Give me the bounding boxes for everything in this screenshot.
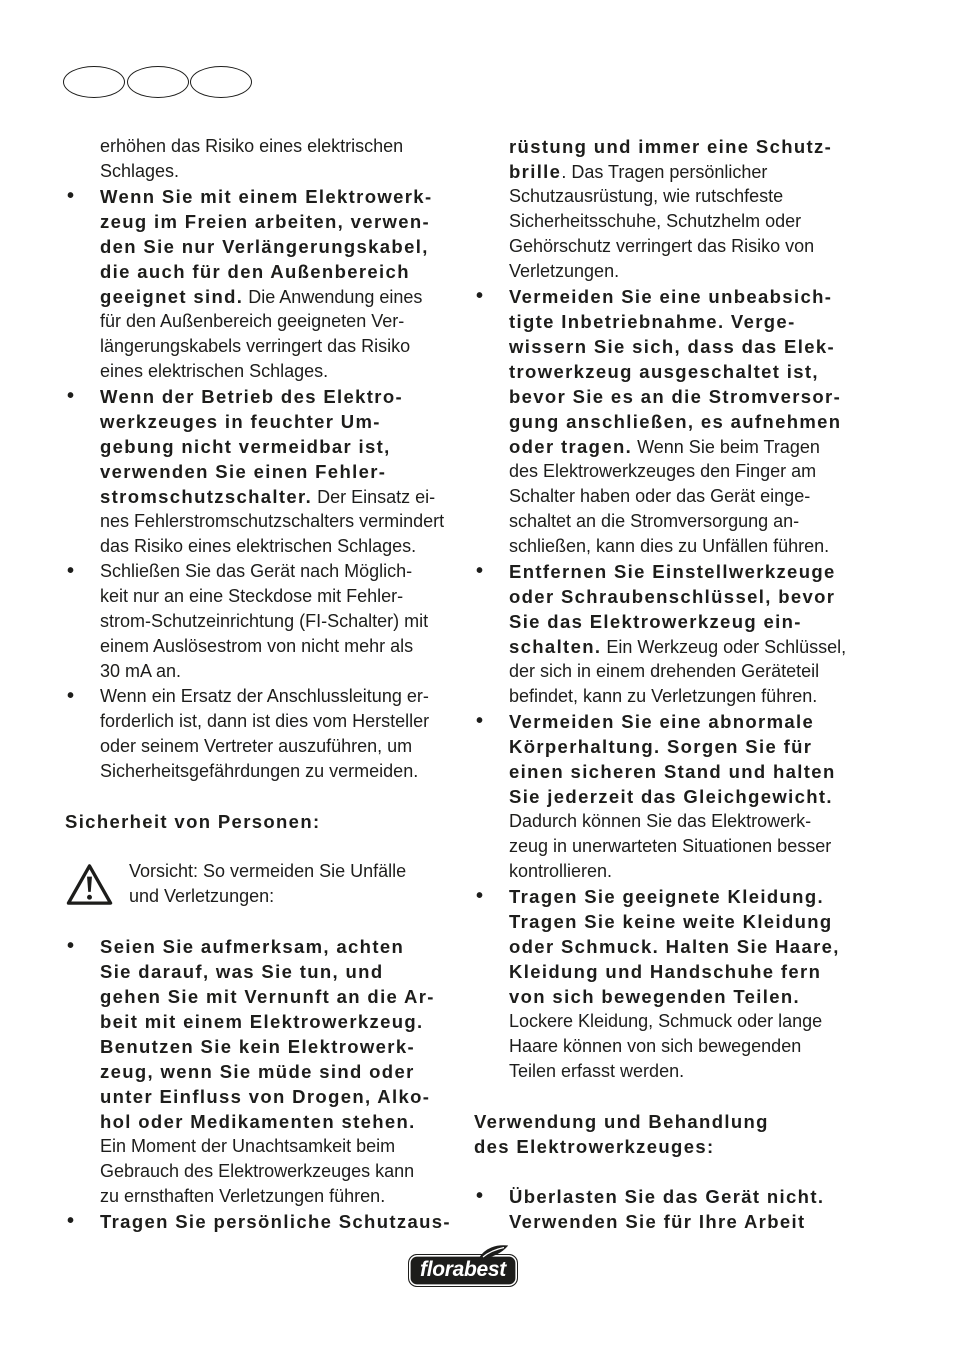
- text-run: Sicherheitsschuhe, Schutzhelm oder: [509, 211, 802, 231]
- bold-text-run: Sie jederzeit das Gleichgewicht.: [509, 786, 833, 807]
- text-line: [100, 384, 460, 409]
- text-line: [100, 259, 460, 284]
- text-line: [509, 484, 874, 509]
- text-run: Vorsicht: So vermeiden Sie Unfälle: [129, 861, 407, 881]
- bold-text-run: Sie darauf, was Sie tun, und: [100, 961, 384, 982]
- text-run: befindet, kann zu Verletzungen führen.: [509, 686, 818, 706]
- bold-text-run: Verwenden Sie für Ihre Arbeit: [509, 1211, 806, 1232]
- bold-text-run: Vermeiden Sie eine abnormale: [509, 711, 815, 732]
- text-line: [509, 284, 874, 309]
- bold-text-run: geeignet sind.: [100, 286, 244, 307]
- section-heading: [65, 809, 460, 834]
- text-run: längerungskabels verringert das Risiko: [100, 336, 411, 356]
- bullet-marker: •: [476, 885, 484, 907]
- text-run: Schließen Sie das Gerät nach Möglich-: [100, 561, 413, 581]
- text-line: [509, 659, 874, 684]
- text-line: [100, 434, 460, 459]
- text-line: [100, 284, 460, 309]
- bold-text-run: den Sie nur Verlängerungskabel,: [100, 236, 429, 257]
- country-code-oval: [63, 66, 125, 98]
- text-line: [509, 734, 874, 759]
- bold-text-run: brille: [509, 161, 562, 182]
- bullet-item: [65, 934, 460, 1209]
- country-code-oval: [127, 66, 189, 98]
- bullet-marker: •: [476, 1185, 484, 1207]
- bullet-item: [474, 1184, 874, 1234]
- text-line: [509, 384, 874, 409]
- bullet-item: [474, 559, 874, 709]
- text-run: schaltet an die Stromversorgung an-: [509, 511, 800, 531]
- text-run: der sich in einem drehenden Geräteteil: [509, 661, 820, 681]
- bullet-item: [65, 559, 460, 684]
- text-line: [509, 584, 874, 609]
- bold-text-run: hol oder Medikamenten stehen.: [100, 1111, 416, 1132]
- florabest-logo: [408, 1254, 518, 1287]
- text-run: forderlich ist, dann ist dies vom Hersteller: [100, 711, 430, 731]
- bold-text-run: Tragen Sie persönliche Schutzaus-: [100, 1211, 451, 1232]
- text-line: [100, 134, 460, 159]
- text-line: [100, 1159, 460, 1184]
- text-run: zeug in unerwarteten Situationen besser: [509, 836, 832, 856]
- text-run: keit nur an eine Steckdose mit Fehler-: [100, 586, 404, 606]
- text-line: [509, 1009, 874, 1034]
- logo-text: florabest: [420, 1258, 506, 1281]
- text-line: [509, 334, 874, 359]
- bold-text-run: Tragen Sie keine weite Kleidung: [509, 911, 833, 932]
- leaf-icon: [477, 1244, 509, 1260]
- text-line: [100, 509, 460, 534]
- text-line: [100, 684, 460, 709]
- text-line: [100, 609, 460, 634]
- bold-text-run: des Elektrowerkzeuges:: [474, 1136, 715, 1157]
- warning-triangle-icon: [66, 862, 113, 907]
- text-run: des Elektrowerkzeuges den Finger am: [509, 461, 817, 481]
- text-line: [509, 134, 874, 159]
- text-line: [100, 484, 460, 509]
- text-line: [509, 934, 874, 959]
- bullet-item: [474, 709, 874, 884]
- text-line: [509, 234, 874, 259]
- bullet-item: [65, 184, 460, 384]
- bold-text-run: Wenn Sie mit einem Elektrowerk-: [100, 186, 433, 207]
- text-run: Wenn ein Ersatz der Anschlussleitung er-: [100, 686, 429, 706]
- text-line: [509, 309, 874, 334]
- text-line: [100, 1034, 460, 1059]
- bold-text-run: gung anschließen, es aufnehmen: [509, 411, 842, 432]
- text-line: [100, 1009, 460, 1034]
- text-line: [100, 759, 460, 784]
- bold-text-run: wissern Sie sich, dass das Elek-: [509, 336, 835, 357]
- bold-text-run: unter Einfluss von Drogen, Alko-: [100, 1086, 431, 1107]
- bold-text-run: bevor Sie es an die Stromversor-: [509, 386, 842, 407]
- bold-text-run: oder Schraubenschlüssel, bevor: [509, 586, 836, 607]
- text-run: Ein Werkzeug oder Schlüssel,: [601, 637, 847, 657]
- text-line: [509, 459, 874, 484]
- text-line: [100, 734, 460, 759]
- text-run: Dadurch können Sie das Elektrowerk-: [509, 811, 812, 831]
- bullet-marker: •: [476, 710, 484, 732]
- text-run: oder seinem Vertreter auszuführen, um: [100, 736, 413, 756]
- text-line: [509, 634, 874, 659]
- bold-text-run: von sich bewegenden Teilen.: [509, 986, 801, 1007]
- text-line: [100, 559, 460, 584]
- bold-text-run: verwenden Sie einen Fehler-: [100, 461, 387, 482]
- left-text-column: [65, 134, 460, 1234]
- text-line: [509, 909, 874, 934]
- text-run: Lockere Kleidung, Schmuck oder lange: [509, 1011, 823, 1031]
- text-line: [100, 1109, 460, 1134]
- text-line: [509, 209, 874, 234]
- text-line: [509, 409, 874, 434]
- bold-text-run: einen sicheren Stand und halten: [509, 761, 836, 782]
- text-line: [509, 1034, 874, 1059]
- text-line: [509, 834, 874, 859]
- text-line: [509, 859, 874, 884]
- text-line: [509, 959, 874, 984]
- text-line: [100, 209, 460, 234]
- continued-paragraph: [65, 134, 460, 184]
- text-run: Gehörschutz verringert das Risiko von: [509, 236, 815, 256]
- bullet-marker: •: [67, 185, 75, 207]
- warning-notice: [65, 859, 460, 909]
- text-line: [509, 784, 874, 809]
- text-run: Schlages.: [100, 161, 180, 181]
- bold-text-run: werkzeuges in feuchter Um-: [100, 411, 381, 432]
- continued-paragraph: [474, 134, 874, 284]
- text-run: erhöhen das Risiko eines elektrischen: [100, 136, 404, 156]
- bold-text-run: Wenn der Betrieb des Elektro-: [100, 386, 404, 407]
- bullet-marker: •: [476, 560, 484, 582]
- bold-text-run: die auch für den Außenbereich: [100, 261, 410, 282]
- text-run: kontrollieren.: [509, 861, 613, 881]
- right-text-column: [474, 134, 874, 1234]
- text-run: Schalter haben oder das Gerät einge-: [509, 486, 811, 506]
- text-run: zu ernsthaften Verletzungen führen.: [100, 1186, 386, 1206]
- bold-text-run: Verwendung und Behandlung: [474, 1111, 769, 1132]
- bold-text-run: Sie das Elektrowerkzeug ein-: [509, 611, 802, 632]
- text-run: Die Anwendung eines: [243, 287, 423, 307]
- bold-text-run: gebung nicht vermeidbar ist,: [100, 436, 391, 457]
- bold-text-run: Benutzen Sie kein Elektrowerk-: [100, 1036, 416, 1057]
- text-line: [509, 434, 874, 459]
- text-line: [65, 809, 460, 834]
- bold-text-run: Vermeiden Sie eine unbeabsich-: [509, 286, 833, 307]
- bullet-item: [65, 1209, 460, 1234]
- text-run: strom-Schutzeinrichtung (FI-Schalter) mit: [100, 611, 429, 631]
- text-line: [100, 984, 460, 1009]
- text-line: [509, 984, 874, 1009]
- text-run: Der Einsatz ei-: [312, 487, 436, 507]
- text-run: nes Fehlerstromschutzschalters vermindert: [100, 511, 445, 531]
- text-line: [100, 1059, 460, 1084]
- text-line: [100, 659, 460, 684]
- text-line: [100, 334, 460, 359]
- text-line: [509, 534, 874, 559]
- bold-text-run: schalten.: [509, 636, 602, 657]
- text-line: [100, 934, 460, 959]
- bold-text-run: gehen Sie mit Vernunft an die Ar-: [100, 986, 435, 1007]
- text-line: [100, 534, 460, 559]
- text-run: Schutzausrüstung, wie rutschfeste: [509, 186, 784, 206]
- bullet-item: [474, 284, 874, 559]
- text-line: [100, 459, 460, 484]
- bold-text-run: beit mit einem Elektrowerkzeug.: [100, 1011, 424, 1032]
- text-run: Verletzungen.: [509, 261, 620, 281]
- text-line: [100, 959, 460, 984]
- text-line: [509, 709, 874, 734]
- bold-text-run: rüstung und immer eine Schutz-: [509, 136, 833, 157]
- text-run: Haare können von sich bewegenden: [509, 1036, 802, 1056]
- bold-text-run: Sicherheit von Personen:: [65, 811, 321, 832]
- bold-text-run: Kleidung und Handschuhe fern: [509, 961, 822, 982]
- bullet-item: [65, 684, 460, 784]
- text-line: [509, 1184, 874, 1209]
- bullet-item: [474, 884, 874, 1084]
- text-line: [509, 759, 874, 784]
- country-code-oval: [190, 66, 252, 98]
- text-line: [509, 559, 874, 584]
- text-line: [509, 1059, 874, 1084]
- text-line: [100, 1184, 460, 1209]
- text-run: Teilen erfasst werden.: [509, 1061, 685, 1081]
- bold-text-run: Überlasten Sie das Gerät nicht.: [509, 1186, 825, 1207]
- text-line: [100, 1084, 460, 1109]
- text-line: [129, 884, 460, 909]
- text-run: Sicherheitsgefährdungen zu vermeiden.: [100, 761, 419, 781]
- text-run: für den Außenbereich geeigneten Ver-: [100, 311, 405, 331]
- text-line: [509, 509, 874, 534]
- text-line: [100, 709, 460, 734]
- bullet-marker: •: [67, 385, 75, 407]
- text-run: 30 mA an.: [100, 661, 182, 681]
- bold-text-run: tigte Inbetriebnahme. Verge-: [509, 311, 796, 332]
- text-run: Ein Moment der Unachtsamkeit beim: [100, 1136, 396, 1156]
- bullet-item: [65, 384, 460, 559]
- bold-text-run: oder Schmuck. Halten Sie Haare,: [509, 936, 840, 957]
- text-line: [100, 234, 460, 259]
- text-line: [100, 1134, 460, 1159]
- bold-text-run: Tragen Sie geeignete Kleidung.: [509, 886, 824, 907]
- bold-text-run: zeug im Freien arbeiten, verwen-: [100, 211, 431, 232]
- text-line: [474, 1134, 874, 1159]
- text-line: [100, 159, 460, 184]
- text-line: [474, 1109, 874, 1134]
- text-line: [100, 1209, 460, 1234]
- text-line: [509, 1209, 874, 1234]
- bold-text-run: stromschutzschalter.: [100, 486, 313, 507]
- text-run: einem Auslösestrom von nicht mehr als: [100, 636, 414, 656]
- section-heading: [474, 1109, 874, 1159]
- text-line: [100, 409, 460, 434]
- text-line: [509, 609, 874, 634]
- text-line: [509, 684, 874, 709]
- text-line: [100, 634, 460, 659]
- text-line: [509, 259, 874, 284]
- bullet-marker: •: [67, 935, 75, 957]
- text-run: . Das Tragen persönlicher: [561, 162, 768, 182]
- bold-text-run: Entfernen Sie Einstellwerkzeuge: [509, 561, 836, 582]
- text-run: und Verletzungen:: [129, 886, 275, 906]
- text-line: [100, 309, 460, 334]
- text-run: eines elektrischen Schlages.: [100, 361, 329, 381]
- text-run: Wenn Sie beim Tragen: [632, 437, 820, 457]
- bold-text-run: trowerkzeug ausgeschaltet ist,: [509, 361, 819, 382]
- bullet-marker: •: [476, 285, 484, 307]
- text-run: schließen, kann dies zu Unfällen führen.: [509, 536, 830, 556]
- text-line: [509, 159, 874, 184]
- text-line: [100, 359, 460, 384]
- bold-text-run: oder tragen.: [509, 436, 633, 457]
- bold-text-run: Körperhaltung. Sorgen Sie für: [509, 736, 813, 757]
- text-run: Gebrauch des Elektrowerkzeuges kann: [100, 1161, 415, 1181]
- text-run: das Risiko eines elektrischen Schlages.: [100, 536, 417, 556]
- text-line: [129, 859, 460, 884]
- text-line: [509, 809, 874, 834]
- bullet-marker: •: [67, 685, 75, 707]
- text-line: [100, 584, 460, 609]
- text-line: [509, 884, 874, 909]
- text-line: [509, 184, 874, 209]
- text-line: [100, 184, 460, 209]
- bullet-marker: •: [67, 560, 75, 582]
- text-line: [509, 359, 874, 384]
- bullet-marker: •: [67, 1210, 75, 1232]
- bold-text-run: Seien Sie aufmerksam, achten: [100, 936, 405, 957]
- bold-text-run: zeug, wenn Sie müde sind oder: [100, 1061, 415, 1082]
